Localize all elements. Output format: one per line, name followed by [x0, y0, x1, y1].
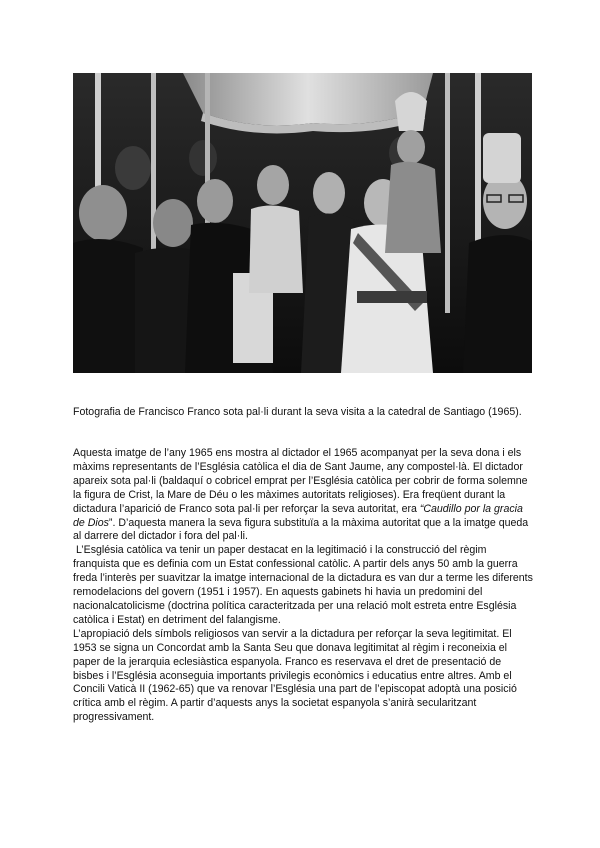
paragraph-concordat: L’apropiació dels símbols religiosos van servir a la dictadura per reforçar la seva legitimitat. El 1953 se signa un Concordat amb la Santa Seu que donava legitimitat al règim i reconeixia el paper de la jerarquia eclesiàstica espanyola. Franco es reservava el dret de presentació de bisbes i l’Església aconseguia importants privilegis econòmics i educatius entre altres. Amb el Concili Vaticà II (1962-65) que va renovar l’Església una part de l’episcopat adoptà una posició crítica amb el règim. A partir d’aquests anys la societat espanyola s’anirà secularitzant progressivament.	[73, 627, 517, 724]
commentary-text	[73, 447, 533, 725]
paragraph-image-description	[73, 447, 533, 544]
quoted-title: “Caudillo por la gracia de Dios	[73, 502, 523, 529]
photo-procession-icon	[73, 73, 532, 373]
procession-photo	[73, 73, 532, 373]
paragraph-text: Aquesta imatge de l’any 1965 ens mostra al dictador el 1965 acompanyat per la seva dona i els màxims representants de l’Església catòlica el dia de Sant Jaume, any compostel·là. El dictador apareix sota pal·li (baldaquí o cobricel emprat per l’Església catòlica per cobrir de forma solemne la figura de Crist, la Mare de Déu o les màximes autoritats religioses). Era freqüent durant la dictadura l’aparició de Franco sota pal·li per reforçar la seva autoritat, era	[73, 447, 528, 515]
paragraph-church-role: L’Església catòlica va tenir un paper destacat en la legitimació i la construcció del règim franquista que es definia com un Estat confessional catòlic. A partir dels anys 50 amb la guerra freda l’interès per suavitzar la imatge internacional de la dictadura es van dur a terme les diferents remodelacions del govern (1951 i 1957). En aquests gabinets hi havia un predomini del nacionalcatolicisme (doctrina política caracteritzada per una relació molt estreta entre Església catòlica i Estat) en detriment del falangisme.	[73, 544, 533, 626]
photo-caption: Fotografia de Francisco Franco sota pal·li durant la seva visita a la catedral de Santiago (1965).	[73, 406, 522, 418]
paragraph-text: ”. D’aquesta manera la seva figura substituïa a la màxima autoritat que a la imatge queda al darrere del dictador i fora del pal·li.	[73, 516, 529, 543]
